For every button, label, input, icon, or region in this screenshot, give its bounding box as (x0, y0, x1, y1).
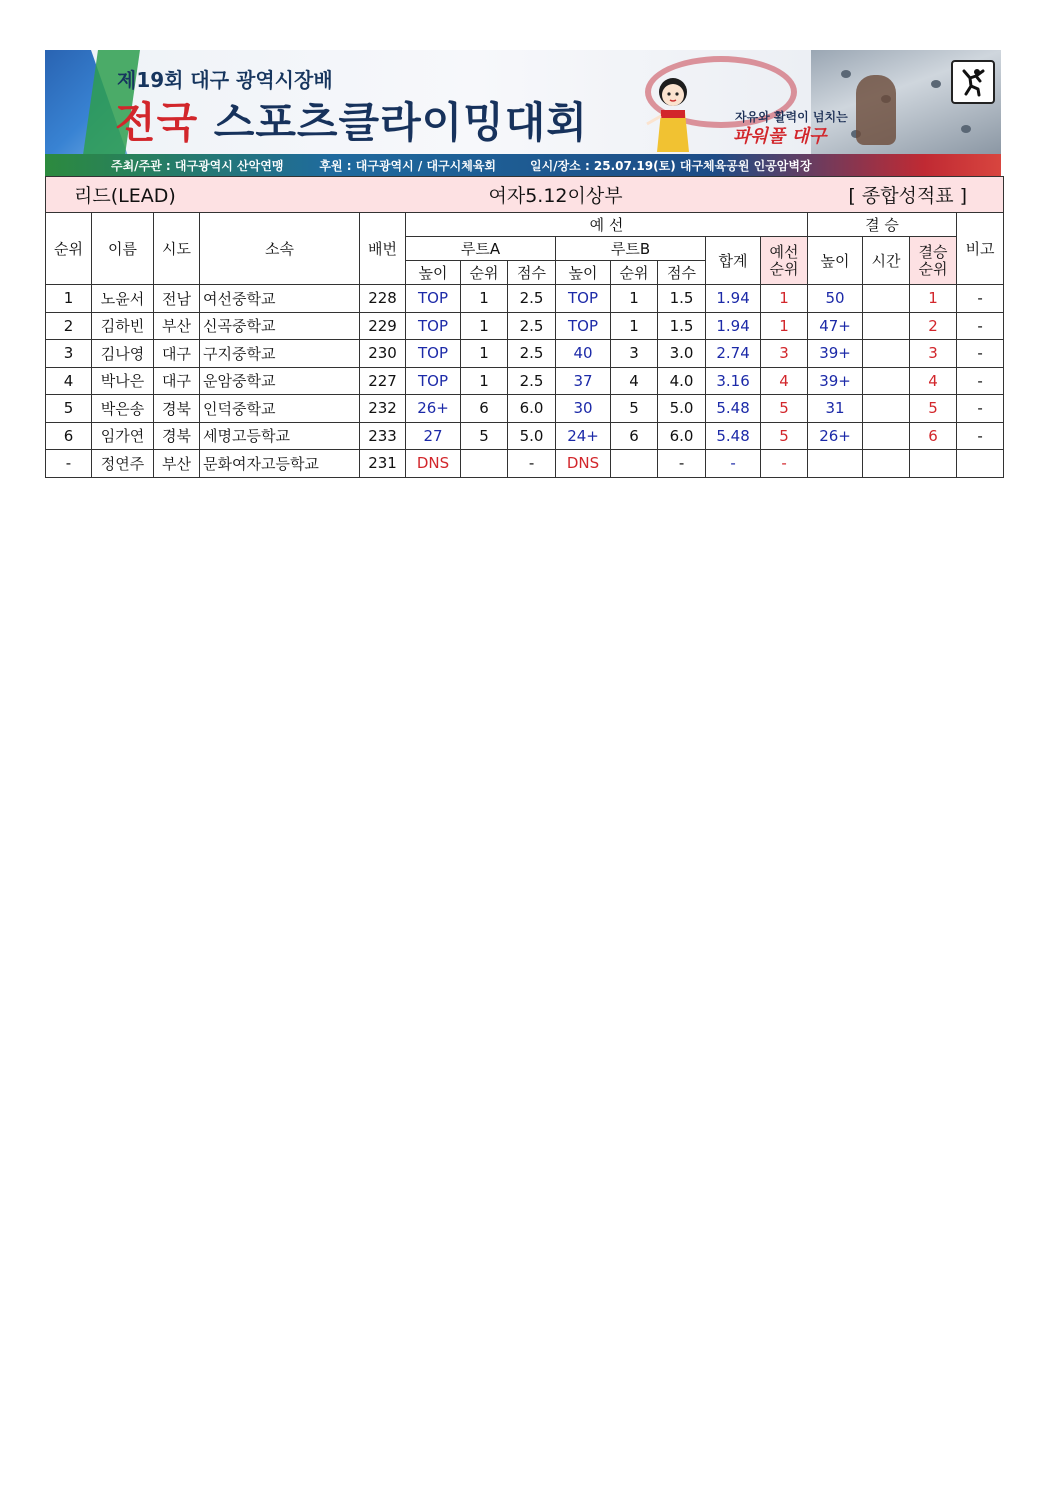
cell-affiliation: 신곡중학교 (200, 312, 360, 340)
results-table (45, 176, 1004, 478)
cell-affiliation: 운암중학교 (200, 367, 360, 395)
cell-a-height: TOP (406, 340, 461, 368)
cell-region: 경북 (154, 422, 200, 450)
cell-note: - (957, 285, 1004, 313)
cell-qual-rank: 5 (761, 395, 808, 423)
header-row-1 (46, 213, 1004, 237)
cell-a-rank: 1 (461, 312, 508, 340)
cell-time (863, 395, 910, 423)
cell-a-points: 6.0 (508, 395, 556, 423)
cell-final-rank: 3 (910, 340, 957, 368)
col-group-route-a: 루트A (406, 237, 556, 261)
col-bib: 배번 (360, 213, 406, 285)
cell-a-points: 2.5 (508, 312, 556, 340)
cell-final-rank: 4 (910, 367, 957, 395)
cell-b-rank: 5 (611, 395, 658, 423)
event-info-bar (45, 154, 1001, 176)
cell-time (863, 422, 910, 450)
cell-affiliation: 문화여자고등학교 (200, 450, 360, 478)
cell-b-rank: 4 (611, 367, 658, 395)
cell-total: - (706, 450, 761, 478)
cell-note (957, 450, 1004, 478)
cell-a-height: TOP (406, 312, 461, 340)
cell-b-height: 24+ (556, 422, 611, 450)
cell-final-height: 50 (808, 285, 863, 313)
cell-total: 5.48 (706, 422, 761, 450)
cell-bib: 229 (360, 312, 406, 340)
cell-note: - (957, 367, 1004, 395)
col-final-rank: 결승 순위 (910, 237, 957, 285)
cell-note: - (957, 312, 1004, 340)
cell-b-points: - (658, 450, 706, 478)
cell-note: - (957, 395, 1004, 423)
cell-time (863, 340, 910, 368)
cell-final-rank: 5 (910, 395, 957, 423)
cell-b-rank: 6 (611, 422, 658, 450)
cell-qual-rank: 5 (761, 422, 808, 450)
col-rank: 순위 (46, 213, 92, 285)
col-a-height: 높이 (406, 261, 461, 285)
cell-total: 1.94 (706, 312, 761, 340)
cell-final-height: 26+ (808, 422, 863, 450)
cell-b-height: 40 (556, 340, 611, 368)
cell-final-rank: 6 (910, 422, 957, 450)
table-row (46, 312, 1004, 340)
cell-a-points: 2.5 (508, 340, 556, 368)
table-row (46, 285, 1004, 313)
cell-b-points: 1.5 (658, 312, 706, 340)
date-place-text: 일시/장소 : 25.07.19(토) 대구체육공원 인공암벽장 (530, 158, 812, 173)
col-b-rank: 순위 (611, 261, 658, 285)
col-group-route-b: 루트B (556, 237, 706, 261)
mascot-illustration (645, 72, 701, 160)
cell-bib: 233 (360, 422, 406, 450)
cell-b-height: TOP (556, 285, 611, 313)
cell-bib: 228 (360, 285, 406, 313)
cell-rank: 2 (46, 312, 92, 340)
cell-final-rank: 2 (910, 312, 957, 340)
cell-affiliation: 여선중학교 (200, 285, 360, 313)
col-final-height: 높이 (808, 237, 863, 285)
cell-total: 1.94 (706, 285, 761, 313)
cell-b-points: 5.0 (658, 395, 706, 423)
event-title (115, 90, 588, 150)
cell-qual-rank: 3 (761, 340, 808, 368)
cell-region: 전남 (154, 285, 200, 313)
col-affiliation: 소속 (200, 213, 360, 285)
cell-a-rank: 1 (461, 340, 508, 368)
cell-b-height: TOP (556, 312, 611, 340)
cell-a-points: 2.5 (508, 367, 556, 395)
cell-name: 박은송 (92, 395, 154, 423)
cell-bib: 230 (360, 340, 406, 368)
event-edition: 제19회 대구 광역시장배 (117, 68, 333, 92)
cell-qual-rank: 4 (761, 367, 808, 395)
cell-name: 김하빈 (92, 312, 154, 340)
table-row (46, 395, 1004, 423)
cell-b-rank: 1 (611, 285, 658, 313)
cell-affiliation: 세명고등학교 (200, 422, 360, 450)
cell-time (863, 285, 910, 313)
cell-a-height: TOP (406, 367, 461, 395)
cell-a-points: - (508, 450, 556, 478)
slogan-line2: 파워풀 대구 (733, 126, 827, 147)
col-name: 이름 (92, 213, 154, 285)
climber-photo (856, 75, 896, 145)
cell-name: 박나은 (92, 367, 154, 395)
cell-time (863, 367, 910, 395)
event-title-red: 전국 (115, 98, 199, 147)
cell-rank: 5 (46, 395, 92, 423)
cell-rank: 4 (46, 367, 92, 395)
cell-qual-rank: 1 (761, 312, 808, 340)
cell-affiliation: 구지중학교 (200, 340, 360, 368)
cell-b-height: 30 (556, 395, 611, 423)
cell-b-points: 3.0 (658, 340, 706, 368)
sheet-title-row (46, 177, 1004, 213)
cell-b-points: 6.0 (658, 422, 706, 450)
cell-final-height: 39+ (808, 340, 863, 368)
event-title-navy: 스포츠클라이밍대회 (213, 98, 588, 147)
cell-qual-rank: - (761, 450, 808, 478)
col-total: 합계 (706, 237, 761, 285)
host-text: 주최/주관 : 대구광역시 산악연맹 (111, 158, 284, 173)
cell-final-height: 31 (808, 395, 863, 423)
cell-a-height: DNS (406, 450, 461, 478)
cell-time (863, 312, 910, 340)
category-label: 여자5.12이상부 (406, 177, 706, 213)
cell-a-height: TOP (406, 285, 461, 313)
cell-total: 3.16 (706, 367, 761, 395)
cell-bib: 231 (360, 450, 406, 478)
cell-region: 대구 (154, 367, 200, 395)
cell-b-rank: 3 (611, 340, 658, 368)
col-note: 비고 (957, 213, 1004, 285)
col-a-rank: 순위 (461, 261, 508, 285)
cell-a-rank: 1 (461, 367, 508, 395)
doc-type-label: [ 종합성적표 ] (706, 177, 1004, 213)
col-qual-rank: 예선 순위 (761, 237, 808, 285)
cell-b-points: 1.5 (658, 285, 706, 313)
cell-a-rank: 6 (461, 395, 508, 423)
cell-region: 부산 (154, 450, 200, 478)
col-b-height: 높이 (556, 261, 611, 285)
cell-final-rank: 1 (910, 285, 957, 313)
col-time: 시간 (863, 237, 910, 285)
slogan-line1: 자유와 활력이 넘치는 (735, 110, 848, 124)
cell-rank: 1 (46, 285, 92, 313)
table-row (46, 450, 1004, 478)
cell-affiliation: 인덕중학교 (200, 395, 360, 423)
cell-final-height: 39+ (808, 367, 863, 395)
cell-a-rank: 5 (461, 422, 508, 450)
cell-a-rank: 1 (461, 285, 508, 313)
table-row (46, 422, 1004, 450)
cell-rank: 6 (46, 422, 92, 450)
cell-a-height: 27 (406, 422, 461, 450)
cell-b-height: DNS (556, 450, 611, 478)
cell-name: 김나영 (92, 340, 154, 368)
cell-note: - (957, 422, 1004, 450)
col-region: 시도 (154, 213, 200, 285)
col-a-points: 점수 (508, 261, 556, 285)
table-row (46, 340, 1004, 368)
cell-a-rank (461, 450, 508, 478)
table-row (46, 367, 1004, 395)
cell-note: - (957, 340, 1004, 368)
cell-rank: 3 (46, 340, 92, 368)
cell-final-height: 47+ (808, 312, 863, 340)
col-b-points: 점수 (658, 261, 706, 285)
cell-a-height: 26+ (406, 395, 461, 423)
cell-rank: - (46, 450, 92, 478)
climber-icon (951, 60, 995, 104)
cell-qual-rank: 1 (761, 285, 808, 313)
cell-final-rank (910, 450, 957, 478)
cell-name: 임가연 (92, 422, 154, 450)
cell-total: 5.48 (706, 395, 761, 423)
cell-region: 대구 (154, 340, 200, 368)
cell-bib: 227 (360, 367, 406, 395)
cell-a-points: 2.5 (508, 285, 556, 313)
cell-name: 정연주 (92, 450, 154, 478)
cell-b-rank: 1 (611, 312, 658, 340)
cell-b-rank (611, 450, 658, 478)
cell-region: 경북 (154, 395, 200, 423)
col-group-qualification: 예 선 (406, 213, 808, 237)
event-banner (45, 50, 1001, 176)
cell-bib: 232 (360, 395, 406, 423)
col-group-final: 결 승 (808, 213, 957, 237)
discipline-label: 리드(LEAD) (46, 177, 406, 213)
cell-final-height (808, 450, 863, 478)
cell-b-height: 37 (556, 367, 611, 395)
sponsor-text: 후원 : 대구광역시 / 대구시체육회 (319, 158, 497, 173)
cell-name: 노윤서 (92, 285, 154, 313)
cell-region: 부산 (154, 312, 200, 340)
cell-a-points: 5.0 (508, 422, 556, 450)
cell-total: 2.74 (706, 340, 761, 368)
cell-b-points: 4.0 (658, 367, 706, 395)
cell-time (863, 450, 910, 478)
